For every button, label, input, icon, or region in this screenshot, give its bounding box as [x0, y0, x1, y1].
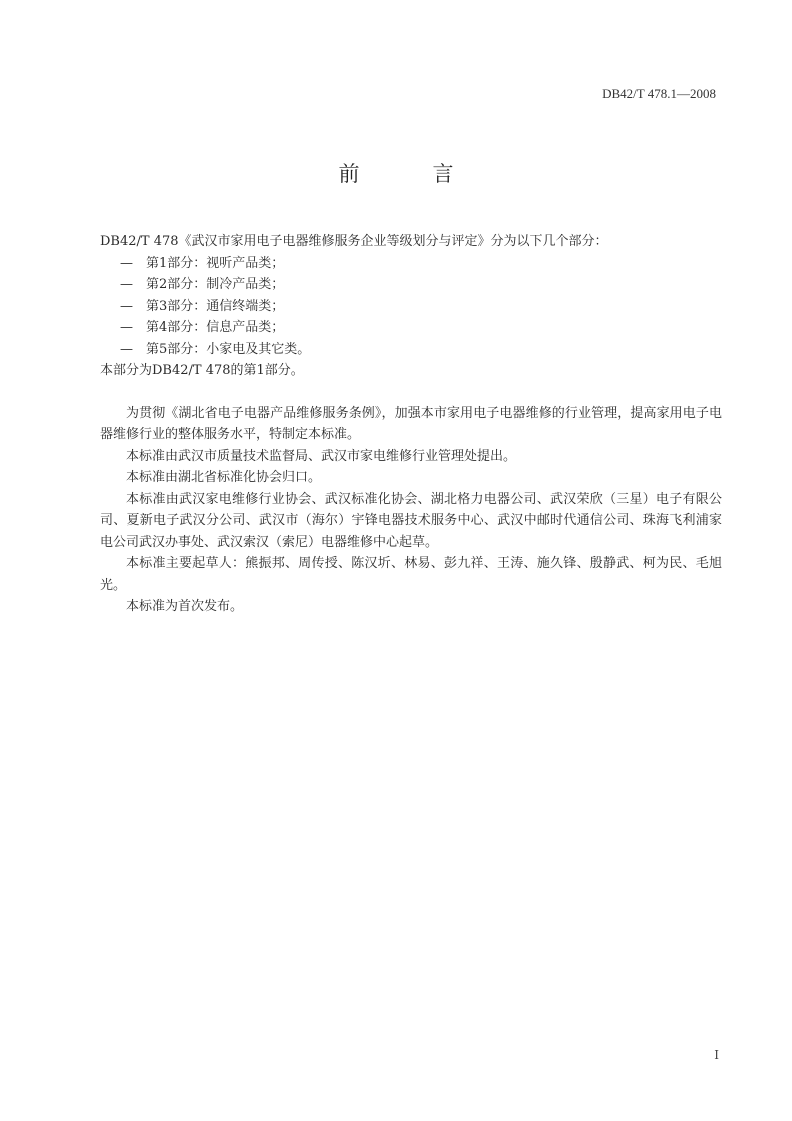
page-number: I: [714, 1048, 719, 1062]
parts-list: [100, 253, 722, 361]
list-item: — 第5部分：小家电及其它类。: [120, 341, 311, 357]
list-item: — 第1部分：视听产品类；: [120, 255, 285, 271]
paragraph-purpose: 为贯彻《湖北省电子电器产品维修服务条例》，加强本市家用电子电器维修的行业管理，提高家用电子电器维修行业的整体服务水平，特制定本标准。: [100, 405, 722, 442]
paragraph-centralized: 本标准由湖北省标准化协会归口。: [126, 470, 322, 485]
list-item: — 第3部分：通信终端类；: [120, 298, 285, 314]
document-code: DB42/T 478.1—2008: [602, 86, 716, 101]
paragraph-drafting-units: 本标准由武汉家电维修行业协会、武汉标准化协会、湖北格力电器公司、武汉荣欣（三星）电子有限公司、夏新电子武汉分公司、武汉市（海尔）宇锋电器技术服务中心、武汉中邮时代通信公司、珠海飞利浦家电公司武汉办事处、武汉索汉（索尼）电器维修中心起草。: [100, 491, 722, 550]
paragraph-proposer: 本标准由武汉市质量技术监督局、武汉市家电维修行业管理处提出。: [126, 448, 517, 464]
paragraph-drafters: 本标准主要起草人：熊振邦、周传授、陈汉圻、林易、彭九祥、王涛、施久锋、殷静武、柯为民、毛旭光。: [100, 556, 722, 593]
intro-line: DB42/T 478《武汉市家用电子电器维修服务企业等级划分与评定》分为以下几个部分：: [100, 234, 608, 249]
paragraph-first-release: 本标准为首次发布。: [126, 599, 244, 614]
part-note: 本部分为DB42/T 478的第1部分。: [100, 363, 304, 378]
list-item: — 第2部分：制冷产品类；: [120, 277, 285, 292]
section-gap: [100, 382, 722, 403]
page-title: 前 言: [338, 162, 480, 186]
list-item: — 第4部分：信息产品类；: [120, 320, 285, 335]
document-body: [100, 231, 722, 618]
